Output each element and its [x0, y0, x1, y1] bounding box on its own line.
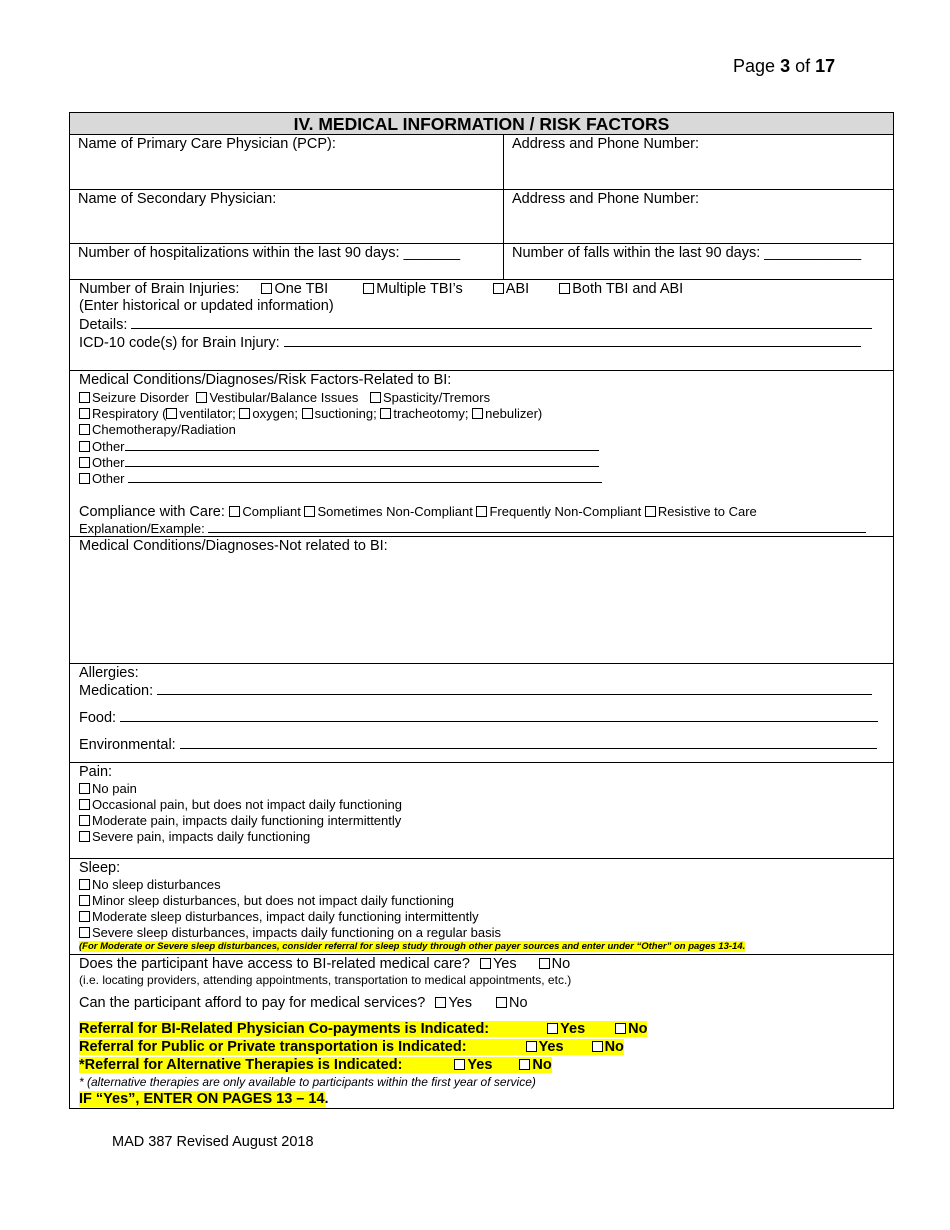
non-bi-conditions-label: Medical Conditions/Diagnoses-Not related to BI:	[79, 538, 388, 554]
icd-input[interactable]	[284, 334, 861, 347]
other-row-1: Other	[79, 438, 599, 454]
sleep-referral-note: (For Moderate or Severe sleep disturbances, consider referral for sleep study through other payer sources and enter under “Other” on pages 13-14.	[79, 941, 746, 952]
ventilator-checkbox[interactable]	[166, 408, 177, 419]
brain-injury-count: Number of Brain Injuries: One TBI Multiple TBI’s ABI Both TBI and ABI	[79, 281, 684, 297]
copay-yes-checkbox[interactable]	[547, 1023, 558, 1034]
severe-sleep-checkbox[interactable]	[79, 927, 90, 938]
minor-sleep-checkbox[interactable]	[79, 895, 90, 906]
vestibular-checkbox[interactable]	[196, 392, 207, 403]
bi-conditions-label: Medical Conditions/Diagnoses/Risk Factors-Related to BI:	[79, 372, 452, 388]
pcp-name-field[interactable]: Name of Primary Care Physician (PCP):	[70, 135, 504, 189]
moderate-pain-checkbox[interactable]	[79, 815, 90, 826]
details-input[interactable]	[131, 316, 872, 329]
section-title: IV. MEDICAL INFORMATION / RISK FACTORS	[70, 113, 893, 135]
explanation-input[interactable]	[208, 520, 866, 533]
sleep-option: No sleep disturbances	[79, 877, 221, 892]
page-number: Page 3 of 17	[733, 56, 836, 76]
sleep-section	[70, 859, 893, 955]
other-row-2: Other	[79, 454, 599, 470]
transport-referral: Referral for Public or Private transportation is Indicated: Yes No	[79, 1039, 624, 1055]
transport-yes-checkbox[interactable]	[526, 1041, 537, 1052]
chemo-checkbox[interactable]	[79, 424, 90, 435]
allergies-section	[70, 664, 893, 763]
sometimes-noncompliant-checkbox[interactable]	[304, 506, 315, 517]
environmental-input[interactable]	[180, 736, 877, 749]
allergies-label: Allergies:	[79, 665, 139, 681]
brain-injury-section	[70, 280, 893, 371]
sleep-option: Minor sleep disturbances, but does not impact daily functioning	[79, 893, 454, 908]
severe-pain-checkbox[interactable]	[79, 831, 90, 842]
icd-row: ICD-10 code(s) for Brain Injury:	[79, 334, 861, 351]
pain-option: Occasional pain, but does not impact daily functioning	[79, 797, 402, 812]
tracheotomy-checkbox[interactable]	[380, 408, 391, 419]
access-no-checkbox[interactable]	[539, 958, 550, 969]
secondary-address-field[interactable]: Address and Phone Number:	[512, 191, 699, 207]
sleep-option: Severe sleep disturbances, impacts daily functioning on a regular basis	[79, 925, 501, 940]
access-note: (i.e. locating providers, attending appointments, transportation to medical appointments, etc.)	[79, 973, 572, 987]
compliant-checkbox[interactable]	[229, 506, 240, 517]
no-pain-checkbox[interactable]	[79, 783, 90, 794]
form-footer: MAD 387 Revised August 2018	[112, 1134, 314, 1150]
compliance-row: Compliance with Care: Compliant Sometimes Non-Compliant Frequently Non-Compliant Resistive to Care	[79, 504, 757, 520]
both-tbi-abi-checkbox[interactable]	[559, 283, 570, 294]
bi-conditions-row1: Seizure Disorder Vestibular/Balance Issues Spasticity/Tremors	[79, 390, 490, 405]
medication-row: Medication:	[79, 682, 872, 699]
environmental-row: Environmental:	[79, 736, 877, 753]
food-input[interactable]	[120, 709, 878, 722]
other-checkbox-1[interactable]	[79, 441, 90, 452]
other-checkbox-2[interactable]	[79, 457, 90, 468]
transport-no-checkbox[interactable]	[592, 1041, 603, 1052]
alt-therapy-footnote: * (alternative therapies are only available to participants within the first year of service)	[79, 1075, 536, 1089]
sleep-option: Moderate sleep disturbances, impact daily functioning intermittently	[79, 909, 479, 924]
access-question: Does the participant have access to BI-related medical care? Yes No	[79, 956, 571, 972]
afford-question: Can the participant afford to pay for medical services? Yes No	[79, 995, 528, 1011]
medical-info-form	[69, 112, 894, 1109]
non-bi-conditions-section	[70, 537, 893, 664]
other-input-2[interactable]	[125, 454, 599, 467]
hospitalizations-field[interactable]: Number of hospitalizations within the last 90 days: _______	[70, 244, 504, 279]
pcp-row	[70, 135, 893, 190]
afford-yes-checkbox[interactable]	[435, 997, 446, 1008]
enter-pages-note: IF “Yes”, ENTER ON PAGES 13 – 14.	[79, 1091, 329, 1107]
details-row: Details:	[79, 316, 872, 333]
bi-conditions-section	[70, 371, 893, 537]
pain-option: No pain	[79, 781, 137, 796]
no-sleep-disturbance-checkbox[interactable]	[79, 879, 90, 890]
seizure-checkbox[interactable]	[79, 392, 90, 403]
one-tbi-checkbox[interactable]	[261, 283, 272, 294]
secondary-name-field[interactable]: Name of Secondary Physician:	[70, 190, 504, 243]
pain-option: Moderate pain, impacts daily functioning intermittently	[79, 813, 401, 828]
frequently-noncompliant-checkbox[interactable]	[476, 506, 487, 517]
copay-referral: Referral for BI-Related Physician Co-payments is Indicated: Yes No	[79, 1021, 648, 1037]
falls-field[interactable]: Number of falls within the last 90 days: ____________	[512, 245, 862, 261]
oxygen-checkbox[interactable]	[239, 408, 250, 419]
suctioning-checkbox[interactable]	[302, 408, 313, 419]
access-section	[70, 955, 893, 1110]
pain-label: Pain:	[79, 764, 113, 780]
copay-no-checkbox[interactable]	[615, 1023, 626, 1034]
spasticity-checkbox[interactable]	[370, 392, 381, 403]
other-row-3: Other	[79, 470, 602, 486]
sleep-label: Sleep:	[79, 860, 121, 876]
other-input-1[interactable]	[125, 438, 599, 451]
counts-row	[70, 244, 893, 280]
food-row: Food:	[79, 709, 878, 726]
other-checkbox-3[interactable]	[79, 473, 90, 484]
pain-section	[70, 763, 893, 859]
respiratory-row: Respiratory ( ventilator; oxygen; suctioning; tracheotomy; nebulizer)	[79, 406, 542, 421]
alt-therapy-referral: *Referral for Alternative Therapies is Indicated: Yes No	[79, 1057, 552, 1073]
other-input-3[interactable]	[128, 470, 602, 483]
afford-no-checkbox[interactable]	[496, 997, 507, 1008]
multiple-tbi-checkbox[interactable]	[363, 283, 374, 294]
pcp-address-field[interactable]: Address and Phone Number:	[512, 136, 699, 152]
moderate-sleep-checkbox[interactable]	[79, 911, 90, 922]
resistive-checkbox[interactable]	[645, 506, 656, 517]
occasional-pain-checkbox[interactable]	[79, 799, 90, 810]
brain-injury-note: (Enter historical or updated information)	[79, 298, 334, 314]
medication-input[interactable]	[157, 682, 872, 695]
abi-checkbox[interactable]	[493, 283, 504, 294]
access-yes-checkbox[interactable]	[480, 958, 491, 969]
alt-yes-checkbox[interactable]	[454, 1059, 465, 1070]
alt-no-checkbox[interactable]	[519, 1059, 530, 1070]
respiratory-checkbox[interactable]	[79, 408, 90, 419]
explanation-row: Explanation/Example:	[79, 520, 866, 536]
pain-option: Severe pain, impacts daily functioning	[79, 829, 310, 844]
chemo-row: Chemotherapy/Radiation	[79, 422, 236, 437]
secondary-row	[70, 190, 893, 244]
nebulizer-checkbox[interactable]	[472, 408, 483, 419]
